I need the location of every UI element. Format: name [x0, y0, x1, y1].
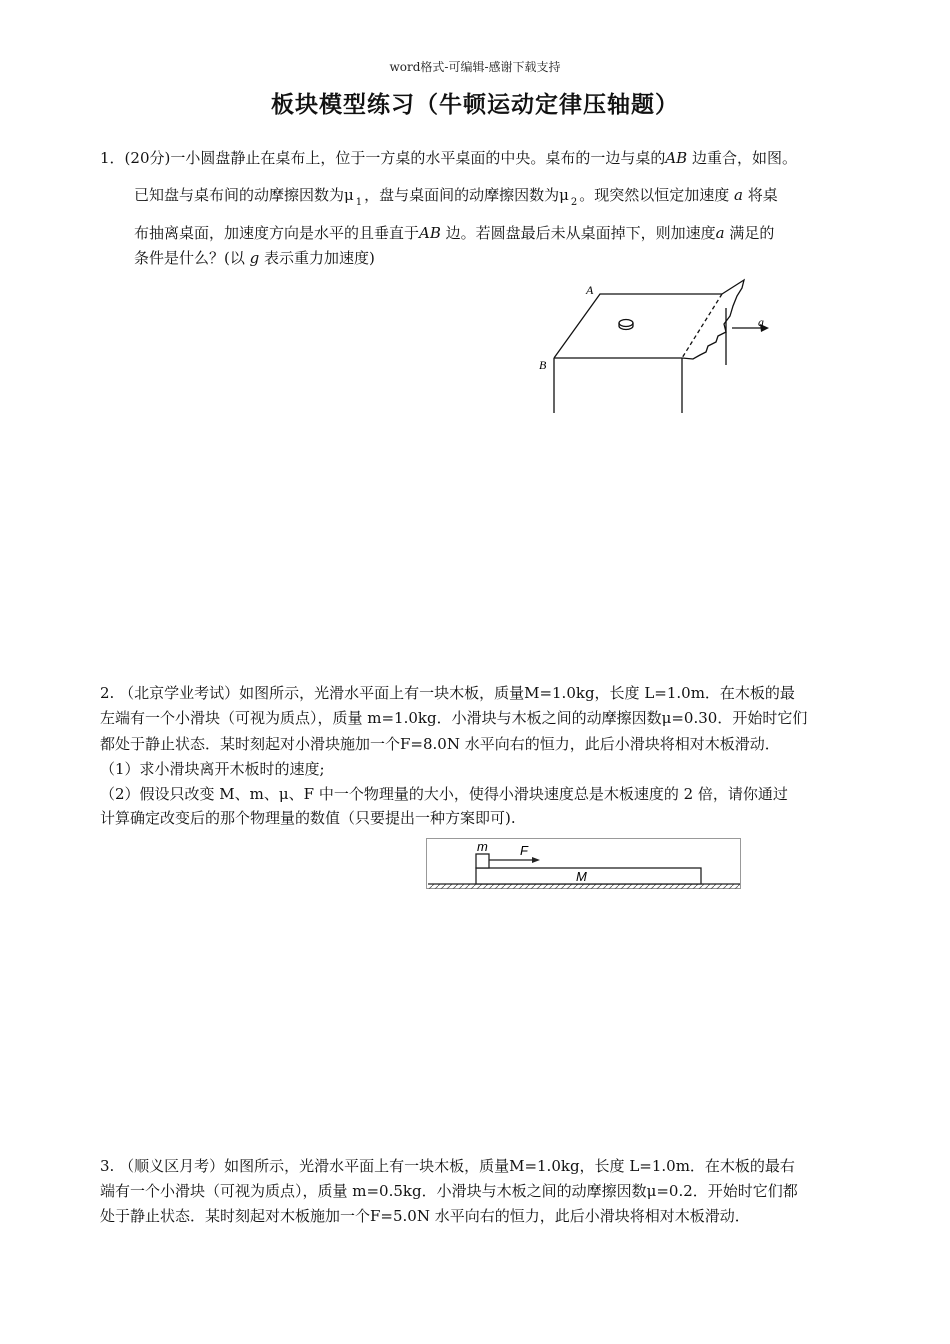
label-acceleration: a — [758, 315, 764, 329]
q1-line-1: 1．(20分)一小圆盘静止在桌布上，位于一方桌的水平桌面的中央。桌布的一边与桌的AB 边重合，如图。 — [100, 149, 797, 167]
label-a-vertex: A — [586, 283, 594, 297]
q2-line-1: 2. （北京学业考试）如图所示，光滑水平面上有一块木板，质量M=1.0kg，长度 L=1.0m．在木板的最 — [100, 684, 795, 702]
block-m — [476, 854, 489, 868]
q2-line-5: （2）假设只改变 M、m、μ、F 中一个物理量的大小，使得小滑块速度总是木板速度的 2 倍，请你通过 — [100, 785, 788, 803]
disc — [619, 320, 633, 327]
tabletop-right-edge-dashed — [682, 294, 722, 358]
q2-figure-board — [426, 838, 742, 892]
q1-line-4: 条件是什么？(以 g 表示重力加速度) — [134, 249, 375, 267]
q1-figure-table — [530, 270, 780, 420]
q1-line-2: 已知盘与桌布间的动摩擦因数为μ $_1$ ，盘与桌面间的动摩擦因数为μ $_2$ 。现突然以恒定加速度 a 将桌 — [134, 186, 778, 208]
q1-line-3: 布抽离桌面，加速度方向是水平的且垂直于AB 边。若圆盘最后未从桌面掉下，则加速度a 满足的 — [134, 224, 775, 242]
q2-line-4: （1）求小滑块离开木板时的速度; — [100, 760, 325, 778]
tablecloth-torn-edge — [682, 280, 744, 359]
q2-line-2: 左端有一个小滑块（可视为质点），质量 m=1.0kg．小滑块与木板之间的动摩擦因数μ=0.30．开始时它们 — [100, 709, 808, 727]
q3-line-3: 处于静止状态．某时刻起对木板施加一个F=5.0N 水平向右的恒力，此后小滑块将相对木板滑动． — [100, 1207, 750, 1225]
q2-line-3: 都处于静止状态．某时刻起对小滑块施加一个F=8.0N 水平向右的恒力，此后小滑块将相对木板滑动． — [100, 735, 780, 753]
q2-line-6: 计算确定改变后的那个物理量的数值（只要提出一种方案即可). — [100, 809, 516, 827]
label-b-vertex: B — [539, 358, 547, 372]
tabletop-edge — [554, 294, 722, 358]
force-arrowhead — [532, 857, 540, 863]
page-header: word格式-可编辑-感谢下载支持 — [389, 60, 561, 74]
q3-line-1: 3. （顺义区月考）如图所示，光滑水平面上有一块木板，质量M=1.0kg，长度 L=1.0m．在木板的最右 — [100, 1157, 795, 1175]
board-M — [476, 868, 701, 884]
label-m: m — [477, 839, 488, 854]
q3-line-2: 端有一个小滑块（可视为质点），质量 m=0.5kg．小滑块与木板之间的动摩擦因数μ=0.2．开始时它们都 — [100, 1182, 798, 1200]
label-F: F — [520, 843, 528, 858]
label-M: M — [576, 869, 587, 884]
ground-hatching — [428, 884, 740, 889]
page-title: 板块模型练习（牛顿运动定律压轴题） — [271, 92, 679, 118]
